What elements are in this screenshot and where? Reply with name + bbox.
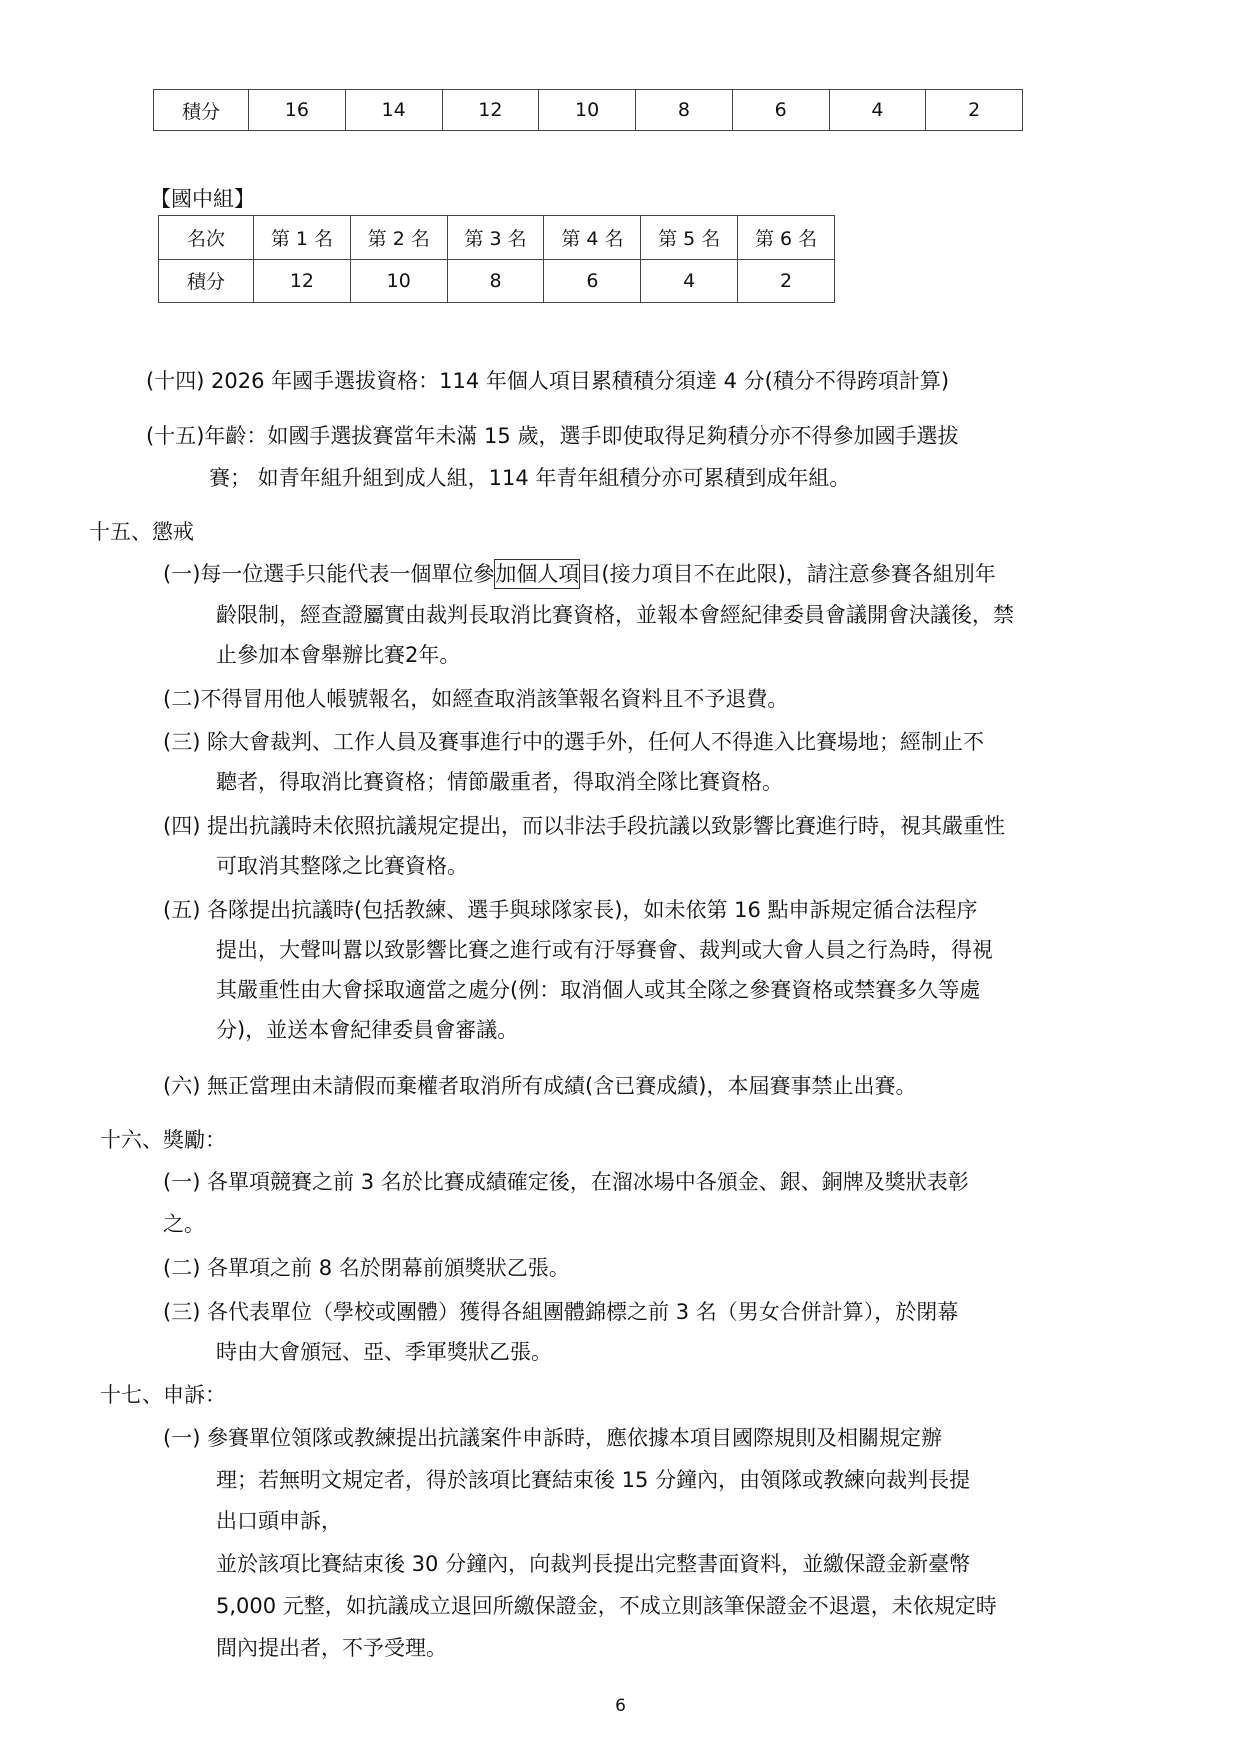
item-15-line-1: (十五)年齡：如國手選拔賽當年未滿 15 歲，選手即使取得足夠積分亦不得參加國手選拔 <box>146 424 959 448</box>
sec15-p5-line-4: 分)，並送本會紀律委員會審議。 <box>216 1018 519 1042</box>
item-15-line-2: 賽； 如青年組升組到成人組，114 年青年組積分亦可累積到成年組。 <box>209 466 851 490</box>
sec15-p1-text-pre: (一)每一位選手只能代表一個單位參 <box>163 562 495 586</box>
sec16-p2-line-1: (二) 各單項之前 8 名於閉幕前頒獎狀乙張。 <box>163 1256 570 1280</box>
junior-high-title: 【國中組】 <box>150 187 255 211</box>
table-cell: 8 <box>447 259 544 303</box>
table-row <box>159 259 835 303</box>
table-cell: 12 <box>254 259 351 303</box>
sec16-p1-line-2: 之。 <box>163 1212 205 1236</box>
section-17-heading: 十七、申訴： <box>100 1383 226 1407</box>
score-table-junior-high <box>158 215 835 303</box>
sec16-p3-line-2: 時由大會頒冠、亞、季軍獎狀乙張。 <box>216 1340 552 1364</box>
table-row <box>159 216 835 260</box>
table-cell: 積分 <box>159 259 254 303</box>
sec15-p5-line-3: 其嚴重性由大會採取適當之處分(例：取消個人或其全隊之參賽資格或禁賽多久等處 <box>216 978 981 1002</box>
sec17-p1-line-4: 並於該項比賽結束後 30 分鐘內，向裁判長提出完整書面資料，並繳保證金新臺幣 <box>216 1552 971 1576</box>
table-cell: 積分 <box>154 90 249 131</box>
sec16-p1-line-1: (一) 各單項競賽之前 3 名於比賽成績確定後，在溜冰場中各頒金、銀、銅牌及獎狀表彰 <box>163 1170 969 1194</box>
sec17-p1-line-5: 5,000 元整，如抗議成立退回所繳保證金，不成立則該筆保證金不退還，未依規定時 <box>216 1594 997 1618</box>
table-cell: 8 <box>636 90 733 131</box>
table-cell: 12 <box>442 90 539 131</box>
table-cell: 6 <box>544 259 641 303</box>
page-number: 6 <box>615 1696 626 1716</box>
table-header-cell: 名次 <box>159 216 254 260</box>
table-header-cell: 第 1 名 <box>254 216 351 260</box>
table-cell: 4 <box>829 90 926 131</box>
sec15-p3-line-1: (三) 除大會裁判、工作人員及賽事進行中的選手外，任何人不得進入比賽場地；經制止不 <box>163 730 985 754</box>
table-cell: 2 <box>926 90 1023 131</box>
table-cell: 4 <box>641 259 738 303</box>
item-14: (十四) 2026 年國手選拔資格：114 年個人項目累積積分須達 4 分(積分不得跨項計算) <box>146 369 950 393</box>
sec15-p4-line-1: (四) 提出抗議時未依照抗議規定提出，而以非法手段抗議以致影響比賽進行時，視其嚴重性 <box>163 814 1006 838</box>
sec15-p2-line-1: (二)不得冒用他人帳號報名，如經查取消該筆報名資料且不予退費。 <box>163 687 789 711</box>
sec15-p5-line-2: 提出，大聲叫囂以致影響比賽之進行或有汙辱賽會、裁判或大會人員之行為時，得視 <box>216 938 993 962</box>
sec15-p3-line-2: 聽者，得取消比賽資格；情節嚴重者，得取消全隊比賽資格。 <box>216 770 783 794</box>
sec15-p1-line-1 <box>163 559 996 589</box>
table-cell: 16 <box>249 90 346 131</box>
sec17-p1-line-2: 理；若無明文規定者，得於該項比賽結束後 15 分鐘內，由領隊或教練向裁判長提 <box>216 1468 971 1492</box>
table-cell: 14 <box>345 90 442 131</box>
sec17-p1-line-3: 出口頭申訴， <box>216 1509 342 1533</box>
table-cell: 6 <box>732 90 829 131</box>
sec16-p3-line-1: (三) 各代表單位（學校或團體）獲得各組團體錦標之前 3 名（男女合併計算），於閉幕 <box>163 1300 959 1324</box>
table-header-cell: 第 5 名 <box>641 216 738 260</box>
score-table-top <box>153 89 1023 131</box>
table-header-cell: 第 2 名 <box>350 216 447 260</box>
sec15-p6-line-1: (六) 無正當理由未請假而棄權者取消所有成績(含已賽成績)，本屆賽事禁止出賽。 <box>163 1074 917 1098</box>
section-16-heading: 十六、獎勵： <box>100 1128 226 1152</box>
table-row <box>154 90 1023 131</box>
sec15-p1-line-2: 齡限制，經查證屬實由裁判長取消比賽資格，並報本會經紀律委員會議開會決議後，禁 <box>216 603 1014 627</box>
table-cell: 10 <box>350 259 447 303</box>
section-15-heading: 十五、懲戒 <box>89 520 194 544</box>
sec17-p1-line-1: (一) 參賽單位領隊或教練提出抗議案件申訴時，應依據本項目國際規則及相關規定辦 <box>163 1426 943 1450</box>
sec17-p1-line-6: 間內提出者，不予受理。 <box>216 1636 447 1660</box>
sec15-p1-line-3: 止參加本會舉辦比賽2年。 <box>216 643 461 667</box>
table-header-cell: 第 4 名 <box>544 216 641 260</box>
table-cell: 10 <box>539 90 636 131</box>
table-header-cell: 第 6 名 <box>738 216 835 260</box>
boxed-text: 加個人項 <box>494 559 580 589</box>
sec15-p1-text-post: 目(接力項目不在此限)，請注意參賽各組別年 <box>580 562 996 586</box>
sec15-p4-line-2: 可取消其整隊之比賽資格。 <box>216 854 468 878</box>
sec15-p5-line-1: (五) 各隊提出抗議時(包括教練、選手與球隊家長)，如未依第 16 點申訴規定循合法程序 <box>163 898 978 922</box>
table-header-cell: 第 3 名 <box>447 216 544 260</box>
table-cell: 2 <box>738 259 835 303</box>
